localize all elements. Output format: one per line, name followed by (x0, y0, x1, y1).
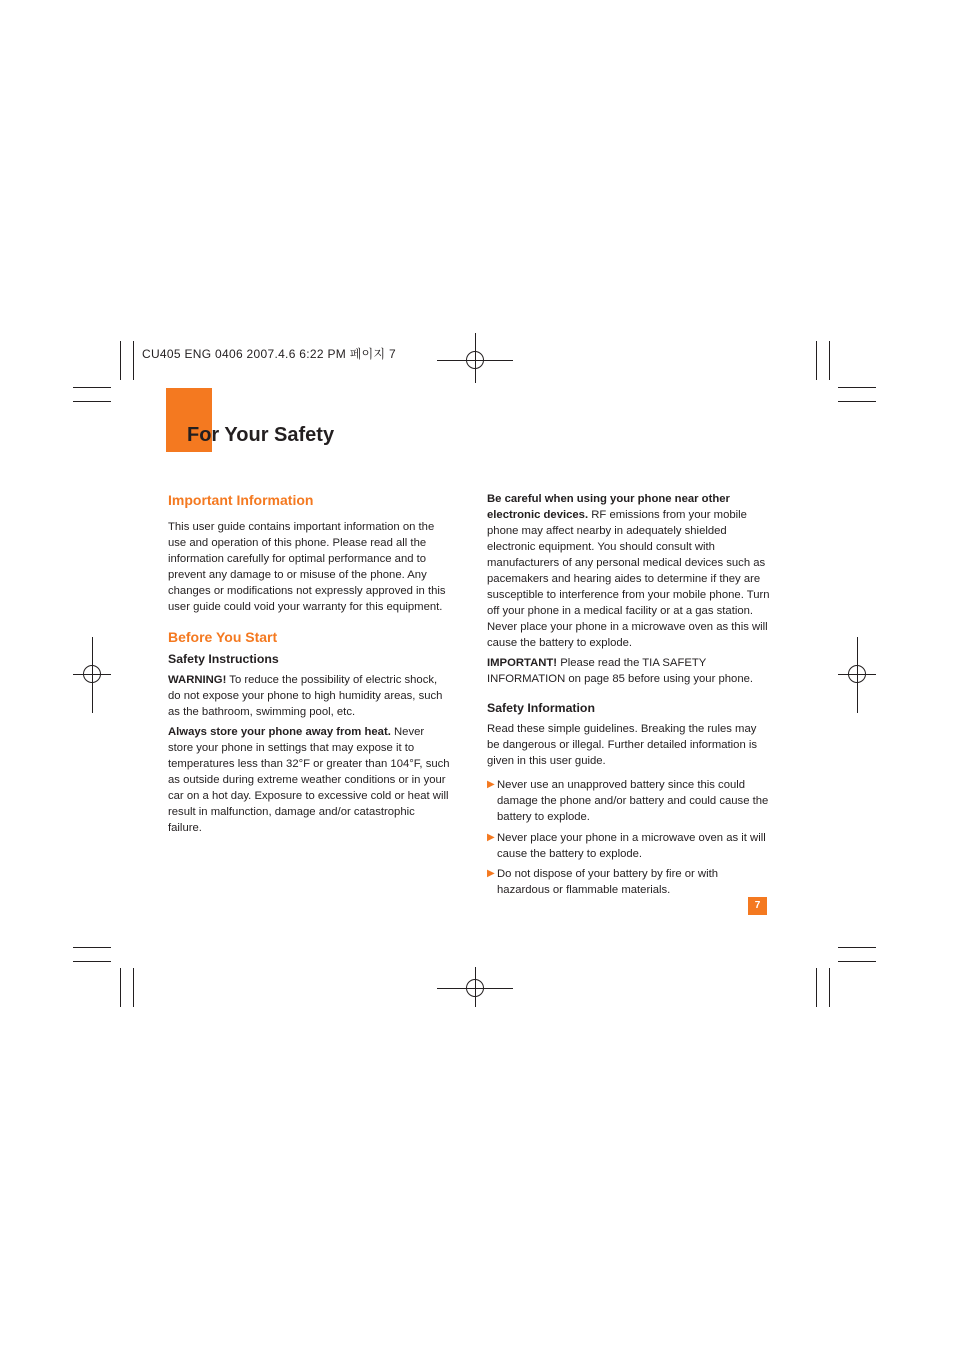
bullet-text: Do not dispose of your battery by fire or with hazardous or flammable materials. (497, 868, 719, 896)
bullet-text: Never place your phone in a microwave oven as it will cause the battery to explode. (497, 832, 766, 860)
warning-label: WARNING! (168, 674, 227, 686)
list-item (487, 777, 771, 825)
important-information-heading: Important Information (168, 492, 314, 508)
store-paragraph (168, 724, 450, 836)
safety-information-text: Read these simple guidelines. Breaking the rules may be dangerous or illegal. Further detailed information is given in this user guide. (487, 723, 758, 767)
important-information-text: This user guide contains important information on the use and operation of this phone. Please read all the information carefully for optimal performance and to prevent any damage to or misuse of the phone. Any changes or modifications not expressly approved in this user guide could void your warranty for this equipment. (168, 521, 446, 613)
careful-text: RF emissions from your mobile phone may affect nearby in adequately shielded electronic equipment. You should consult with manufacturers of any personal medical devices such as pacemakers and hearing aides to determine if they are susceptible to interference from your mobile phone. Turn off your phone in a medical facility or at a gas station. Never place your phone in a microwave oven as this will cause the battery to explode. (487, 509, 770, 649)
bullet-arrow-icon: ▶ (487, 832, 495, 843)
page-title: For Your Safety (187, 424, 335, 446)
bullet-text: Never use an unapproved battery since this could damage the phone and/or battery and could cause the battery to explode. (497, 779, 769, 823)
safety-information-heading: Safety Information (487, 701, 595, 715)
safety-instructions-heading: Safety Instructions (168, 652, 279, 666)
page-number: 7 (748, 897, 767, 915)
important-label: IMPORTANT! (487, 657, 558, 669)
left-column (168, 491, 450, 840)
store-text: Never store your phone in settings that may expose it to temperatures less than 32°F or greater than 104°F, such as outside during extreme weather conditions or in your car on a hot day. Exposure to excessive cold or heat will result in malfunction, damage and/or catastrophic failure. (168, 726, 450, 834)
important-text: Please read the TIA SAFETY INFORMATION on page 85 before using your phone. (487, 657, 754, 685)
important-paragraph (487, 655, 771, 687)
bullet-arrow-icon: ▶ (487, 779, 495, 790)
warning-paragraph (168, 672, 450, 720)
bullet-arrow-icon: ▶ (487, 868, 495, 879)
warning-text: To reduce the possibility of electric shock, do not expose your phone to high humidity areas, such as the bathroom, swimming pool, etc. (168, 674, 443, 718)
before-you-start-heading: Before You Start (168, 629, 278, 645)
list-item (487, 866, 771, 898)
list-item (487, 830, 771, 862)
careful-paragraph (487, 491, 771, 651)
right-column (487, 491, 771, 902)
careful-label: Be careful when using your phone near other electronic devices. (487, 493, 730, 521)
store-label: Always store your phone away from heat. (168, 726, 391, 738)
print-slug: CU405 ENG 0406 2007.4.6 6:22 PM 페이지 7 (142, 347, 397, 361)
